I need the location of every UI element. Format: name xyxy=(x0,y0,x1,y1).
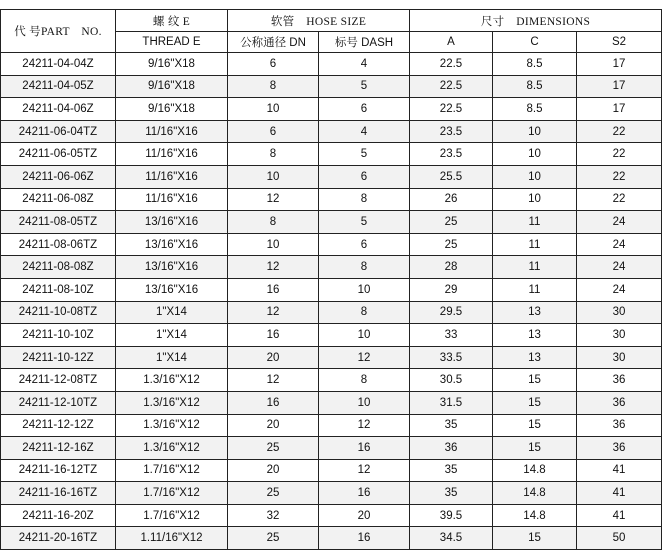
hose-size-header: 软管 HOSE SIZE xyxy=(228,10,410,32)
cell-c: 8.5 xyxy=(493,53,577,76)
dn-header: 公称通径 DN xyxy=(228,32,319,53)
cell-s2: 36 xyxy=(577,414,662,437)
cell-dn: 20 xyxy=(228,459,319,482)
cell-dash: 10 xyxy=(319,278,410,301)
cell-dash: 12 xyxy=(319,414,410,437)
table-row xyxy=(1,98,662,121)
cell-c: 10 xyxy=(493,165,577,188)
cell-dash: 16 xyxy=(319,482,410,505)
cell-a: 23.5 xyxy=(410,143,493,166)
cell-thread: 11/16"X16 xyxy=(116,165,228,188)
cell-part: 24211-04-06Z xyxy=(1,98,116,121)
cell-s2: 24 xyxy=(577,211,662,234)
cell-dn: 16 xyxy=(228,278,319,301)
table-row xyxy=(1,324,662,347)
table-row xyxy=(1,143,662,166)
cell-a: 22.5 xyxy=(410,53,493,76)
cell-s2: 30 xyxy=(577,346,662,369)
cell-dn: 16 xyxy=(228,391,319,414)
cell-a: 35 xyxy=(410,459,493,482)
cell-dash: 4 xyxy=(319,53,410,76)
cell-a: 30.5 xyxy=(410,369,493,392)
cell-s2: 50 xyxy=(577,527,662,550)
cell-c: 10 xyxy=(493,120,577,143)
table-row xyxy=(1,346,662,369)
table-row xyxy=(1,482,662,505)
cell-dn: 12 xyxy=(228,256,319,279)
cell-dn: 10 xyxy=(228,233,319,256)
cell-part: 24211-06-08Z xyxy=(1,188,116,211)
cell-thread: 1.3/16"X12 xyxy=(116,414,228,437)
cell-part: 24211-20-16TZ xyxy=(1,527,116,550)
cell-c: 11 xyxy=(493,256,577,279)
cell-part: 24211-12-16Z xyxy=(1,437,116,460)
cell-thread: 1"X14 xyxy=(116,301,228,324)
cell-part: 24211-08-05TZ xyxy=(1,211,116,234)
cell-c: 8.5 xyxy=(493,98,577,121)
cell-dash: 6 xyxy=(319,233,410,256)
cell-a: 33 xyxy=(410,324,493,347)
cell-a: 25.5 xyxy=(410,165,493,188)
cell-part: 24211-12-10TZ xyxy=(1,391,116,414)
cell-s2: 30 xyxy=(577,324,662,347)
cell-s2: 36 xyxy=(577,391,662,414)
cell-part: 24211-12-08TZ xyxy=(1,369,116,392)
cell-s2: 24 xyxy=(577,256,662,279)
cell-dn: 32 xyxy=(228,504,319,527)
table-row xyxy=(1,188,662,211)
cell-dash: 5 xyxy=(319,143,410,166)
cell-c: 11 xyxy=(493,278,577,301)
cell-c: 10 xyxy=(493,188,577,211)
cell-thread: 13/16"X16 xyxy=(116,278,228,301)
cell-dash: 16 xyxy=(319,527,410,550)
cell-dash: 8 xyxy=(319,301,410,324)
cell-c: 13 xyxy=(493,324,577,347)
cell-dash: 5 xyxy=(319,211,410,234)
cell-part: 24211-16-12TZ xyxy=(1,459,116,482)
cell-part: 24211-16-20Z xyxy=(1,504,116,527)
cell-a: 36 xyxy=(410,437,493,460)
cell-s2: 41 xyxy=(577,459,662,482)
cell-thread: 9/16"X18 xyxy=(116,53,228,76)
table-row xyxy=(1,53,662,76)
cell-dn: 12 xyxy=(228,369,319,392)
cell-s2: 17 xyxy=(577,75,662,98)
cell-thread: 1.3/16"X12 xyxy=(116,369,228,392)
cell-s2: 24 xyxy=(577,233,662,256)
table-row xyxy=(1,120,662,143)
cell-thread: 1.11/16"X12 xyxy=(116,527,228,550)
table-row xyxy=(1,256,662,279)
cell-dash: 20 xyxy=(319,504,410,527)
cell-dash: 12 xyxy=(319,459,410,482)
cell-a: 34.5 xyxy=(410,527,493,550)
cell-c: 13 xyxy=(493,346,577,369)
cell-a: 28 xyxy=(410,256,493,279)
cell-thread: 9/16"X18 xyxy=(116,98,228,121)
table-row xyxy=(1,459,662,482)
cell-dn: 25 xyxy=(228,482,319,505)
cell-c: 15 xyxy=(493,369,577,392)
cell-a: 26 xyxy=(410,188,493,211)
cell-c: 14.8 xyxy=(493,459,577,482)
thread-en-header: THREAD E xyxy=(116,32,228,53)
cell-dash: 10 xyxy=(319,324,410,347)
cell-c: 15 xyxy=(493,391,577,414)
cell-a: 22.5 xyxy=(410,75,493,98)
cell-dn: 10 xyxy=(228,165,319,188)
cell-dn: 25 xyxy=(228,437,319,460)
table-row xyxy=(1,165,662,188)
cell-part: 24211-06-04TZ xyxy=(1,120,116,143)
cell-a: 29 xyxy=(410,278,493,301)
cell-a: 25 xyxy=(410,233,493,256)
cell-part: 24211-08-06TZ xyxy=(1,233,116,256)
cell-dash: 6 xyxy=(319,165,410,188)
cell-dash: 10 xyxy=(319,391,410,414)
dash-header: 标号 DASH xyxy=(319,32,410,53)
cell-thread: 1.3/16"X12 xyxy=(116,391,228,414)
cell-part: 24211-08-10Z xyxy=(1,278,116,301)
cell-part: 24211-06-05TZ xyxy=(1,143,116,166)
cell-s2: 17 xyxy=(577,53,662,76)
cell-thread: 11/16"X16 xyxy=(116,143,228,166)
cell-s2: 41 xyxy=(577,482,662,505)
cell-thread: 13/16"X16 xyxy=(116,256,228,279)
cell-thread: 13/16"X16 xyxy=(116,211,228,234)
cell-c: 15 xyxy=(493,437,577,460)
cell-c: 11 xyxy=(493,211,577,234)
cell-dn: 6 xyxy=(228,53,319,76)
cell-s2: 36 xyxy=(577,437,662,460)
c-header: C xyxy=(493,32,577,53)
part-no-header: 代 号PART NO. xyxy=(1,10,116,53)
cell-dn: 8 xyxy=(228,211,319,234)
cell-thread: 13/16"X16 xyxy=(116,233,228,256)
table-row xyxy=(1,211,662,234)
cell-s2: 36 xyxy=(577,369,662,392)
dimensions-header: 尺寸 DIMENSIONS xyxy=(410,10,662,32)
cell-dash: 16 xyxy=(319,437,410,460)
cell-thread: 1"X14 xyxy=(116,324,228,347)
table-row xyxy=(1,391,662,414)
cell-dn: 20 xyxy=(228,414,319,437)
cell-a: 23.5 xyxy=(410,120,493,143)
cell-c: 15 xyxy=(493,527,577,550)
table-row xyxy=(1,437,662,460)
cell-thread: 1.3/16"X12 xyxy=(116,437,228,460)
cell-s2: 22 xyxy=(577,120,662,143)
cell-part: 24211-16-16TZ xyxy=(1,482,116,505)
cell-a: 35 xyxy=(410,482,493,505)
cell-thread: 1.7/16"X12 xyxy=(116,459,228,482)
table-row xyxy=(1,301,662,324)
cell-dash: 12 xyxy=(319,346,410,369)
cell-s2: 30 xyxy=(577,301,662,324)
cell-s2: 22 xyxy=(577,165,662,188)
table-row xyxy=(1,414,662,437)
cell-s2: 22 xyxy=(577,188,662,211)
cell-part: 24211-04-04Z xyxy=(1,53,116,76)
cell-c: 14.8 xyxy=(493,504,577,527)
cell-dn: 8 xyxy=(228,143,319,166)
cell-dash: 8 xyxy=(319,188,410,211)
thread-cn-header: 螺 纹 E xyxy=(116,10,228,32)
cell-c: 15 xyxy=(493,414,577,437)
table-row xyxy=(1,278,662,301)
cell-c: 14.8 xyxy=(493,482,577,505)
cell-dash: 8 xyxy=(319,256,410,279)
cell-a: 33.5 xyxy=(410,346,493,369)
cell-part: 24211-08-08Z xyxy=(1,256,116,279)
fitting-spec-table xyxy=(0,9,662,550)
cell-part: 24211-10-08TZ xyxy=(1,301,116,324)
cell-dn: 20 xyxy=(228,346,319,369)
cell-c: 10 xyxy=(493,143,577,166)
cell-dash: 6 xyxy=(319,98,410,121)
cell-dn: 8 xyxy=(228,75,319,98)
cell-thread: 1"X14 xyxy=(116,346,228,369)
cell-part: 24211-12-12Z xyxy=(1,414,116,437)
cell-thread: 1.7/16"X12 xyxy=(116,482,228,505)
cell-s2: 24 xyxy=(577,278,662,301)
cell-s2: 17 xyxy=(577,98,662,121)
s2-header: S2 xyxy=(577,32,662,53)
cell-thread: 9/16"X18 xyxy=(116,75,228,98)
cell-part: 24211-10-12Z xyxy=(1,346,116,369)
table-row xyxy=(1,233,662,256)
table-row xyxy=(1,527,662,550)
cell-dn: 12 xyxy=(228,188,319,211)
cell-a: 29.5 xyxy=(410,301,493,324)
cell-dash: 5 xyxy=(319,75,410,98)
cell-s2: 41 xyxy=(577,504,662,527)
a-header: A xyxy=(410,32,493,53)
cell-c: 11 xyxy=(493,233,577,256)
cell-a: 25 xyxy=(410,211,493,234)
cell-dn: 12 xyxy=(228,301,319,324)
cell-s2: 22 xyxy=(577,143,662,166)
cell-thread: 11/16"X16 xyxy=(116,120,228,143)
cell-c: 8.5 xyxy=(493,75,577,98)
cell-dn: 25 xyxy=(228,527,319,550)
cell-part: 24211-04-05Z xyxy=(1,75,116,98)
cell-thread: 1.7/16"X12 xyxy=(116,504,228,527)
cell-dn: 6 xyxy=(228,120,319,143)
cell-part: 24211-10-10Z xyxy=(1,324,116,347)
cell-dash: 8 xyxy=(319,369,410,392)
cell-a: 35 xyxy=(410,414,493,437)
cell-c: 13 xyxy=(493,301,577,324)
cell-a: 31.5 xyxy=(410,391,493,414)
cell-thread: 11/16"X16 xyxy=(116,188,228,211)
cell-dn: 16 xyxy=(228,324,319,347)
cell-dash: 4 xyxy=(319,120,410,143)
cell-a: 22.5 xyxy=(410,98,493,121)
cell-a: 39.5 xyxy=(410,504,493,527)
table-row xyxy=(1,369,662,392)
table-body xyxy=(1,53,662,550)
cell-dn: 10 xyxy=(228,98,319,121)
table-row xyxy=(1,504,662,527)
table-row xyxy=(1,75,662,98)
cell-part: 24211-06-06Z xyxy=(1,165,116,188)
